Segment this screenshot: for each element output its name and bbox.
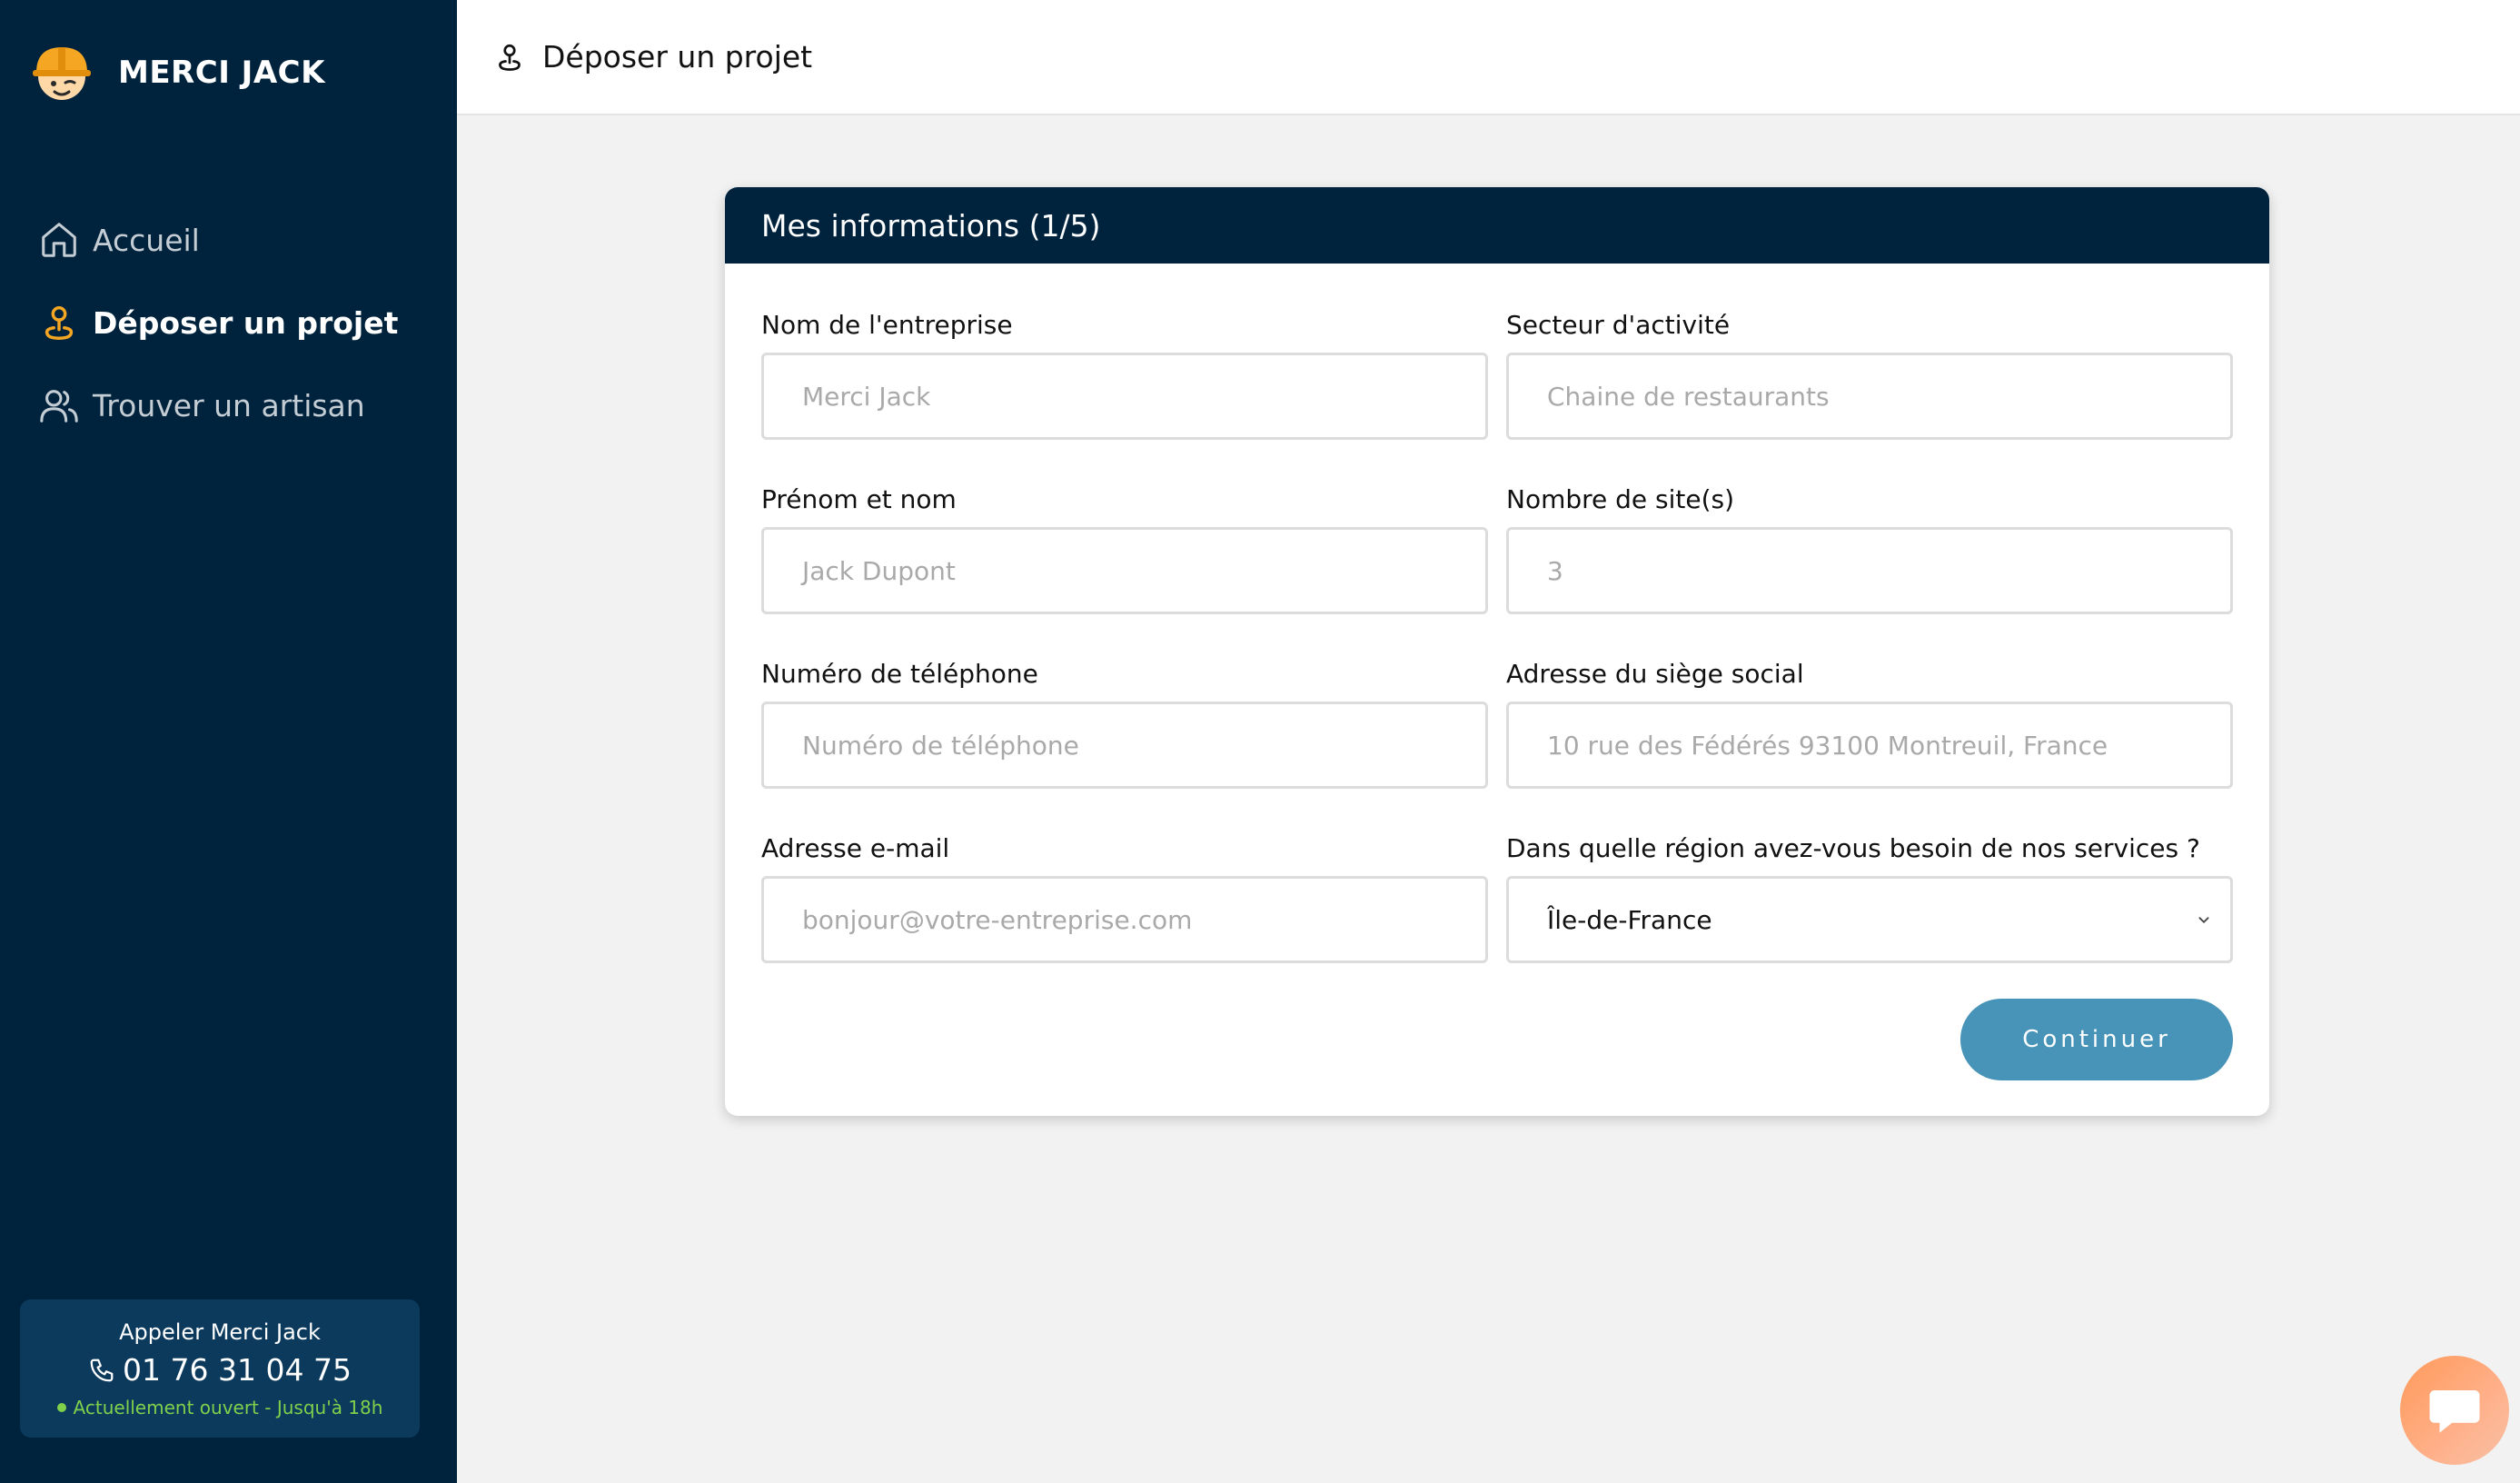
status-dot-icon (57, 1403, 66, 1412)
field-label: Dans quelle région avez-vous besoin de nos services ? (1506, 833, 2200, 863)
form-card (725, 187, 2269, 1116)
field-activity-sector (1506, 307, 2233, 482)
input-placeholder: bonjour@votre-entreprise.com (802, 904, 1193, 935)
field-label: Nombre de site(s) (1506, 484, 1735, 514)
input-placeholder: 10 rue des Fédérés 93100 Montreuil, France (1547, 730, 2108, 761)
chat-icon (2425, 1380, 2485, 1440)
pin-person-icon (493, 41, 526, 74)
sidebar-item-label: Trouver un artisan (93, 387, 365, 423)
pin-person-icon (38, 302, 80, 343)
status-text: Actuellement ouvert - Jusqu'à 18h (73, 1397, 383, 1418)
field-site-count (1506, 482, 2233, 656)
chat-widget-button[interactable] (2400, 1356, 2509, 1465)
input-placeholder: Merci Jack (802, 381, 931, 412)
phone-number: 01 76 31 04 75 (123, 1352, 352, 1388)
page-title: Déposer un projet (542, 39, 813, 75)
field-hq-address (1506, 656, 2233, 831)
form-grid (761, 307, 2233, 1005)
field-label: Adresse du siège social (1506, 659, 1804, 689)
sidebar (0, 0, 457, 1483)
field-label: Nom de l'entreprise (761, 310, 1013, 340)
field-email (761, 831, 1488, 1005)
call-title: Appeler Merci Jack (119, 1319, 321, 1345)
users-icon (38, 384, 80, 426)
field-label: Adresse e-mail (761, 833, 950, 863)
call-phone[interactable] (20, 1352, 420, 1388)
open-status (20, 1397, 420, 1418)
input-placeholder: Jack Dupont (802, 555, 956, 586)
activity-sector-input[interactable] (1506, 353, 2233, 440)
select-value: Île-de-France (1547, 904, 1712, 935)
sidebar-item-label: Déposer un projet (93, 304, 399, 341)
field-phone (761, 656, 1488, 831)
field-label: Numéro de téléphone (761, 659, 1038, 689)
input-placeholder: Numéro de téléphone (802, 730, 1079, 761)
region-select[interactable] (1506, 876, 2233, 963)
field-full-name (761, 482, 1488, 656)
input-placeholder: Chaine de restaurants (1547, 381, 1830, 412)
email-input[interactable] (761, 876, 1488, 963)
company-name-input[interactable] (761, 353, 1488, 440)
home-icon (38, 219, 80, 261)
full-name-input[interactable] (761, 527, 1488, 614)
worker-logo-icon (29, 40, 94, 105)
topbar (457, 0, 2520, 115)
brand[interactable] (29, 40, 325, 105)
field-label: Prénom et nom (761, 484, 957, 514)
continue-button[interactable]: Continuer (1960, 999, 2233, 1080)
field-region (1506, 831, 2233, 1005)
sidebar-item-label: Accueil (93, 222, 200, 258)
brand-name: MERCI JACK (118, 55, 325, 91)
form-header: Mes informations (1/5) (725, 187, 2269, 264)
sidebar-item-trouver-artisan[interactable] (38, 380, 398, 431)
hq-address-input[interactable] (1506, 702, 2233, 789)
sidebar-item-accueil[interactable] (38, 214, 398, 265)
field-company-name (761, 307, 1488, 482)
call-box[interactable] (20, 1299, 420, 1438)
sidebar-item-deposer-projet[interactable] (38, 297, 398, 348)
input-placeholder: 3 (1547, 555, 1563, 586)
phone-icon (88, 1357, 115, 1384)
sidebar-nav (38, 214, 398, 463)
site-count-input[interactable] (1506, 527, 2233, 614)
field-label: Secteur d'activité (1506, 310, 1731, 340)
chevron-down-icon (2194, 910, 2214, 930)
phone-input[interactable] (761, 702, 1488, 789)
